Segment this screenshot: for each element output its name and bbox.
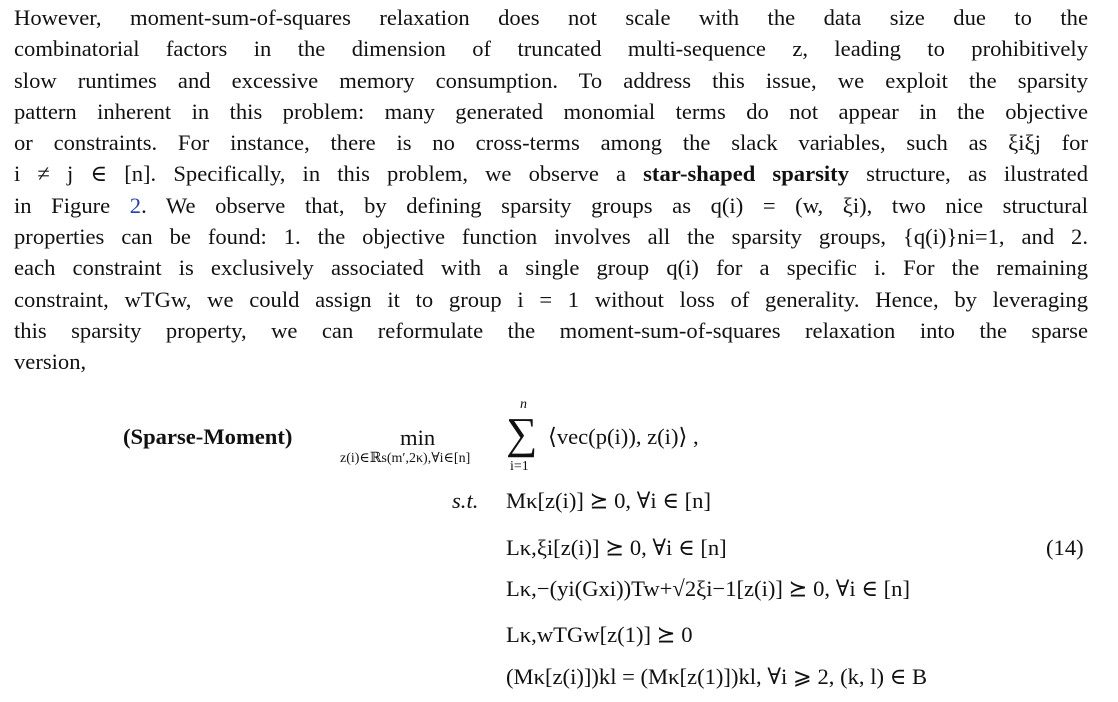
constraint-moment-psd: Mκ[z(i)] ⪰ 0, ∀i ∈ [n] xyxy=(506,488,711,513)
body-paragraph xyxy=(14,2,1088,378)
line-7-end: . We observe that, by defining sparsity groups as q(i) = (w, ξi), two nice structural xyxy=(141,192,1088,218)
paragraph-line-3: slow runtimes and excessive memory consumption. To address this issue, we exploit the sparsity xyxy=(14,67,1088,93)
equation-number: (14) xyxy=(1046,535,1084,560)
paragraph-line-10: constraint, wTGw, we could assign it to group i = 1 without loss of generality. Hence, by leveraging xyxy=(14,286,1088,312)
line-6-end: structure, as ilustrated xyxy=(849,161,1088,187)
figure-2-link[interactable]: 2 xyxy=(129,192,142,218)
sum-lower-limit: i=1 xyxy=(510,459,529,474)
constraint-localizing-margin: Lκ,−(yi(Gxi))Tw+√2ξi−1[z(i)] ⪰ 0, ∀i ∈ [n] xyxy=(506,576,911,601)
paragraph-line-8: properties can be found: 1. the objective function involves all the sparsity groups, {q(i)}ni=1, and 2. xyxy=(14,224,1088,250)
paragraph-line-7 xyxy=(14,190,1088,221)
paragraph-line-9: each constraint is exclusively associated with a single group q(i) for a specific i. For the remaining xyxy=(14,255,1088,281)
constraint-localizing-norm: Lκ,wTGw[z(1)] ⪰ 0 xyxy=(506,622,693,647)
subject-to-label: s.t. xyxy=(452,488,479,513)
objective-expression: ⟨vec(p(i)), z(i)⟩ , xyxy=(548,424,699,449)
paragraph-line-6 xyxy=(14,158,1088,189)
paragraph-line-5: or constraints. For instance, there is no cross-terms among the slack variables, such as ξiξj for xyxy=(14,130,1088,156)
paragraph-line-11: this sparsity property, we can reformulate the moment-sum-of-squares relaxation into the sparse xyxy=(14,317,1088,343)
min-subscript: z(i)∈ℝs(m′,2κ),∀i∈[n] xyxy=(340,451,471,466)
line-6-start: i ≠ j ∈ [n]. Specifically, in this problem, we observe a xyxy=(14,161,644,187)
sum-upper-limit: n xyxy=(520,397,527,412)
constraint-localizing-slack: Lκ,ξi[z(i)] ⪰ 0, ∀i ∈ [n] xyxy=(506,535,727,560)
min-operator: min xyxy=(400,425,436,450)
paragraph-line-4: pattern inherent in this problem: many generated monomial terms do not appear in the objective xyxy=(14,98,1088,124)
paragraph-line-12: version, xyxy=(14,349,87,375)
paragraph-line-1: However, moment-sum-of-squares relaxation does not scale with the data size due to the xyxy=(14,5,1088,30)
paragraph-line-2: combinatorial factors in the dimension of truncated multi-sequence z, leading to prohibitively xyxy=(14,36,1088,62)
constraint-consistency: (Mκ[z(i)])kl = (Mκ[z(1)])kl, ∀i ⩾ 2, (k, l) ∈ B xyxy=(506,664,928,689)
summation-symbol: ∑ xyxy=(506,409,538,458)
star-shaped-sparsity-term: star-shaped sparsity xyxy=(643,161,849,187)
line-7-start: in Figure xyxy=(14,192,130,218)
equation-label: (Sparse-Moment) xyxy=(123,424,293,449)
